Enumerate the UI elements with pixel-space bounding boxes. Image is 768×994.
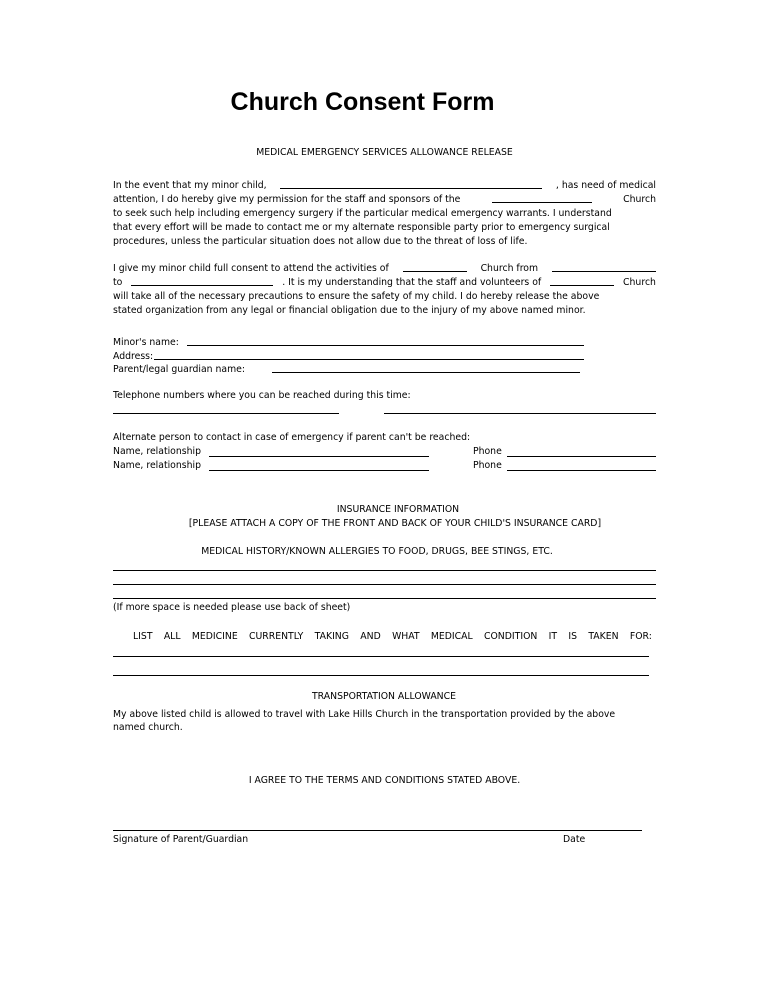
paragraph-text: to: [113, 276, 123, 288]
activities-consent-paragraph: [113, 262, 656, 318]
transportation-heading: TRANSPORTATION ALLOWANCE: [312, 691, 456, 702]
paragraph-line: [113, 193, 656, 207]
paragraph-line: [113, 276, 656, 290]
medicine-word: AND: [360, 631, 381, 642]
medical-history-line-2[interactable]: [113, 584, 656, 585]
medicine-word: MEDICINE: [191, 631, 238, 642]
paragraph-text: . It is my understanding that the staff and volunteers of: [282, 276, 542, 288]
paragraph-text: that every effort will be made to contact me or my alternate responsible party prior to emergency surgical: [113, 221, 610, 233]
telephone-field-2[interactable]: [384, 413, 656, 414]
signature-label: Signature of Parent/Guardian: [113, 834, 249, 845]
paragraph-text: Church from: [480, 263, 539, 274]
more-space-note: (If more space is needed please use back of sheet): [113, 602, 351, 613]
transportation-text: My above listed child is allowed to travel with Lake Hills Church in the transportation provided by the above: [113, 709, 616, 720]
medicine-word: ALL: [163, 631, 181, 642]
paragraph-text: , has need of medical: [555, 180, 656, 191]
address-label: Address:: [113, 351, 154, 362]
medicine-word: IS: [568, 631, 578, 642]
signature-line[interactable]: [113, 830, 642, 831]
medicine-word: IT: [548, 631, 558, 642]
medicine-word: FOR:: [629, 631, 652, 642]
volunteers-church-field[interactable]: [550, 276, 614, 286]
paragraph-text: attention, I do hereby give my permission for the staff and sponsors of the: [113, 193, 461, 205]
alternate-contact-label: Alternate person to contact in case of emergency if parent can't be reached:: [113, 432, 471, 443]
name-relationship-label: Name, relationship: [113, 446, 201, 457]
medicine-line-2[interactable]: [113, 675, 649, 676]
address-field[interactable]: [154, 359, 584, 360]
medical-permission-paragraph: [113, 179, 656, 248]
alternate-name-field-2[interactable]: [209, 470, 429, 471]
agreement-statement: I AGREE TO THE TERMS AND CONDITIONS STATED ABOVE.: [248, 775, 521, 786]
medical-history-line-3[interactable]: [113, 598, 656, 599]
insurance-card-note: [PLEASE ATTACH A COPY OF THE FRONT AND BACK OF YOUR CHILD'S INSURANCE CARD]: [188, 518, 602, 529]
paragraph-text: to seek such help including emergency surgery if the particular medical emergency warrants. I understand: [113, 207, 612, 219]
transportation-text: named church.: [113, 722, 183, 733]
medical-history-line-1[interactable]: [113, 570, 656, 571]
paragraph-line: [113, 221, 656, 235]
medicine-word: TAKING: [314, 631, 349, 642]
minor-child-name-field[interactable]: [280, 179, 542, 189]
activities-church-field[interactable]: [403, 262, 467, 272]
paragraph-text: Church: [623, 276, 656, 288]
name-relationship-label: Name, relationship: [113, 460, 201, 471]
telephone-label: Telephone numbers where you can be reached during this time:: [113, 390, 411, 401]
paragraph-text: will take all of the necessary precautions to ensure the safety of my child. I do hereby release the above: [113, 290, 600, 302]
minor-name-label: Minor's name:: [113, 337, 179, 348]
paragraph-line: [113, 304, 656, 318]
date-label: Date: [563, 834, 586, 845]
phone-label: Phone: [473, 446, 502, 457]
medicine-word: MEDICAL: [430, 631, 473, 642]
church-name-field[interactable]: [492, 193, 592, 203]
alternate-name-field-1[interactable]: [209, 456, 429, 457]
paragraph-line: [113, 179, 656, 193]
paragraph-text: procedures, unless the particular situation does not allow due to the threat of loss of life.: [113, 235, 528, 247]
alternate-phone-field-1[interactable]: [507, 456, 656, 457]
page-title: Church Consent Form: [230, 88, 495, 116]
medicine-word: TAKEN: [588, 631, 619, 642]
phone-label: Phone: [473, 460, 502, 471]
paragraph-line: [113, 235, 656, 249]
medicine-line-1[interactable]: [113, 656, 649, 657]
paragraph-line: [113, 290, 656, 304]
guardian-name-field[interactable]: [272, 372, 580, 373]
alternate-phone-field-2[interactable]: [507, 470, 656, 471]
form-subtitle: MEDICAL EMERGENCY SERVICES ALLOWANCE RELEASE: [256, 147, 513, 158]
paragraph-text: stated organization from any legal or financial obligation due to the injury of my above named minor.: [113, 304, 586, 316]
paragraph-text: Church: [623, 193, 656, 205]
paragraph-text: In the event that my minor child,: [113, 180, 267, 191]
paragraph-line: [113, 262, 656, 276]
paragraph-line: [113, 207, 656, 221]
end-date-field[interactable]: [131, 276, 273, 286]
start-date-field[interactable]: [552, 262, 656, 272]
minor-name-field[interactable]: [187, 345, 584, 346]
medicine-word: LIST: [133, 631, 153, 642]
guardian-name-label: Parent/legal guardian name:: [113, 364, 246, 375]
medicine-word: CURRENTLY: [249, 631, 304, 642]
medicine-heading: [133, 630, 652, 644]
telephone-field-1[interactable]: [113, 413, 339, 414]
medicine-word: CONDITION: [484, 631, 538, 642]
medicine-word: WHAT: [392, 631, 420, 642]
paragraph-text: I give my minor child full consent to attend the activities of: [113, 263, 389, 274]
insurance-heading: INSURANCE INFORMATION: [336, 504, 460, 515]
medical-history-heading: MEDICAL HISTORY/KNOWN ALLERGIES TO FOOD, DRUGS, BEE STINGS, ETC.: [201, 546, 553, 557]
